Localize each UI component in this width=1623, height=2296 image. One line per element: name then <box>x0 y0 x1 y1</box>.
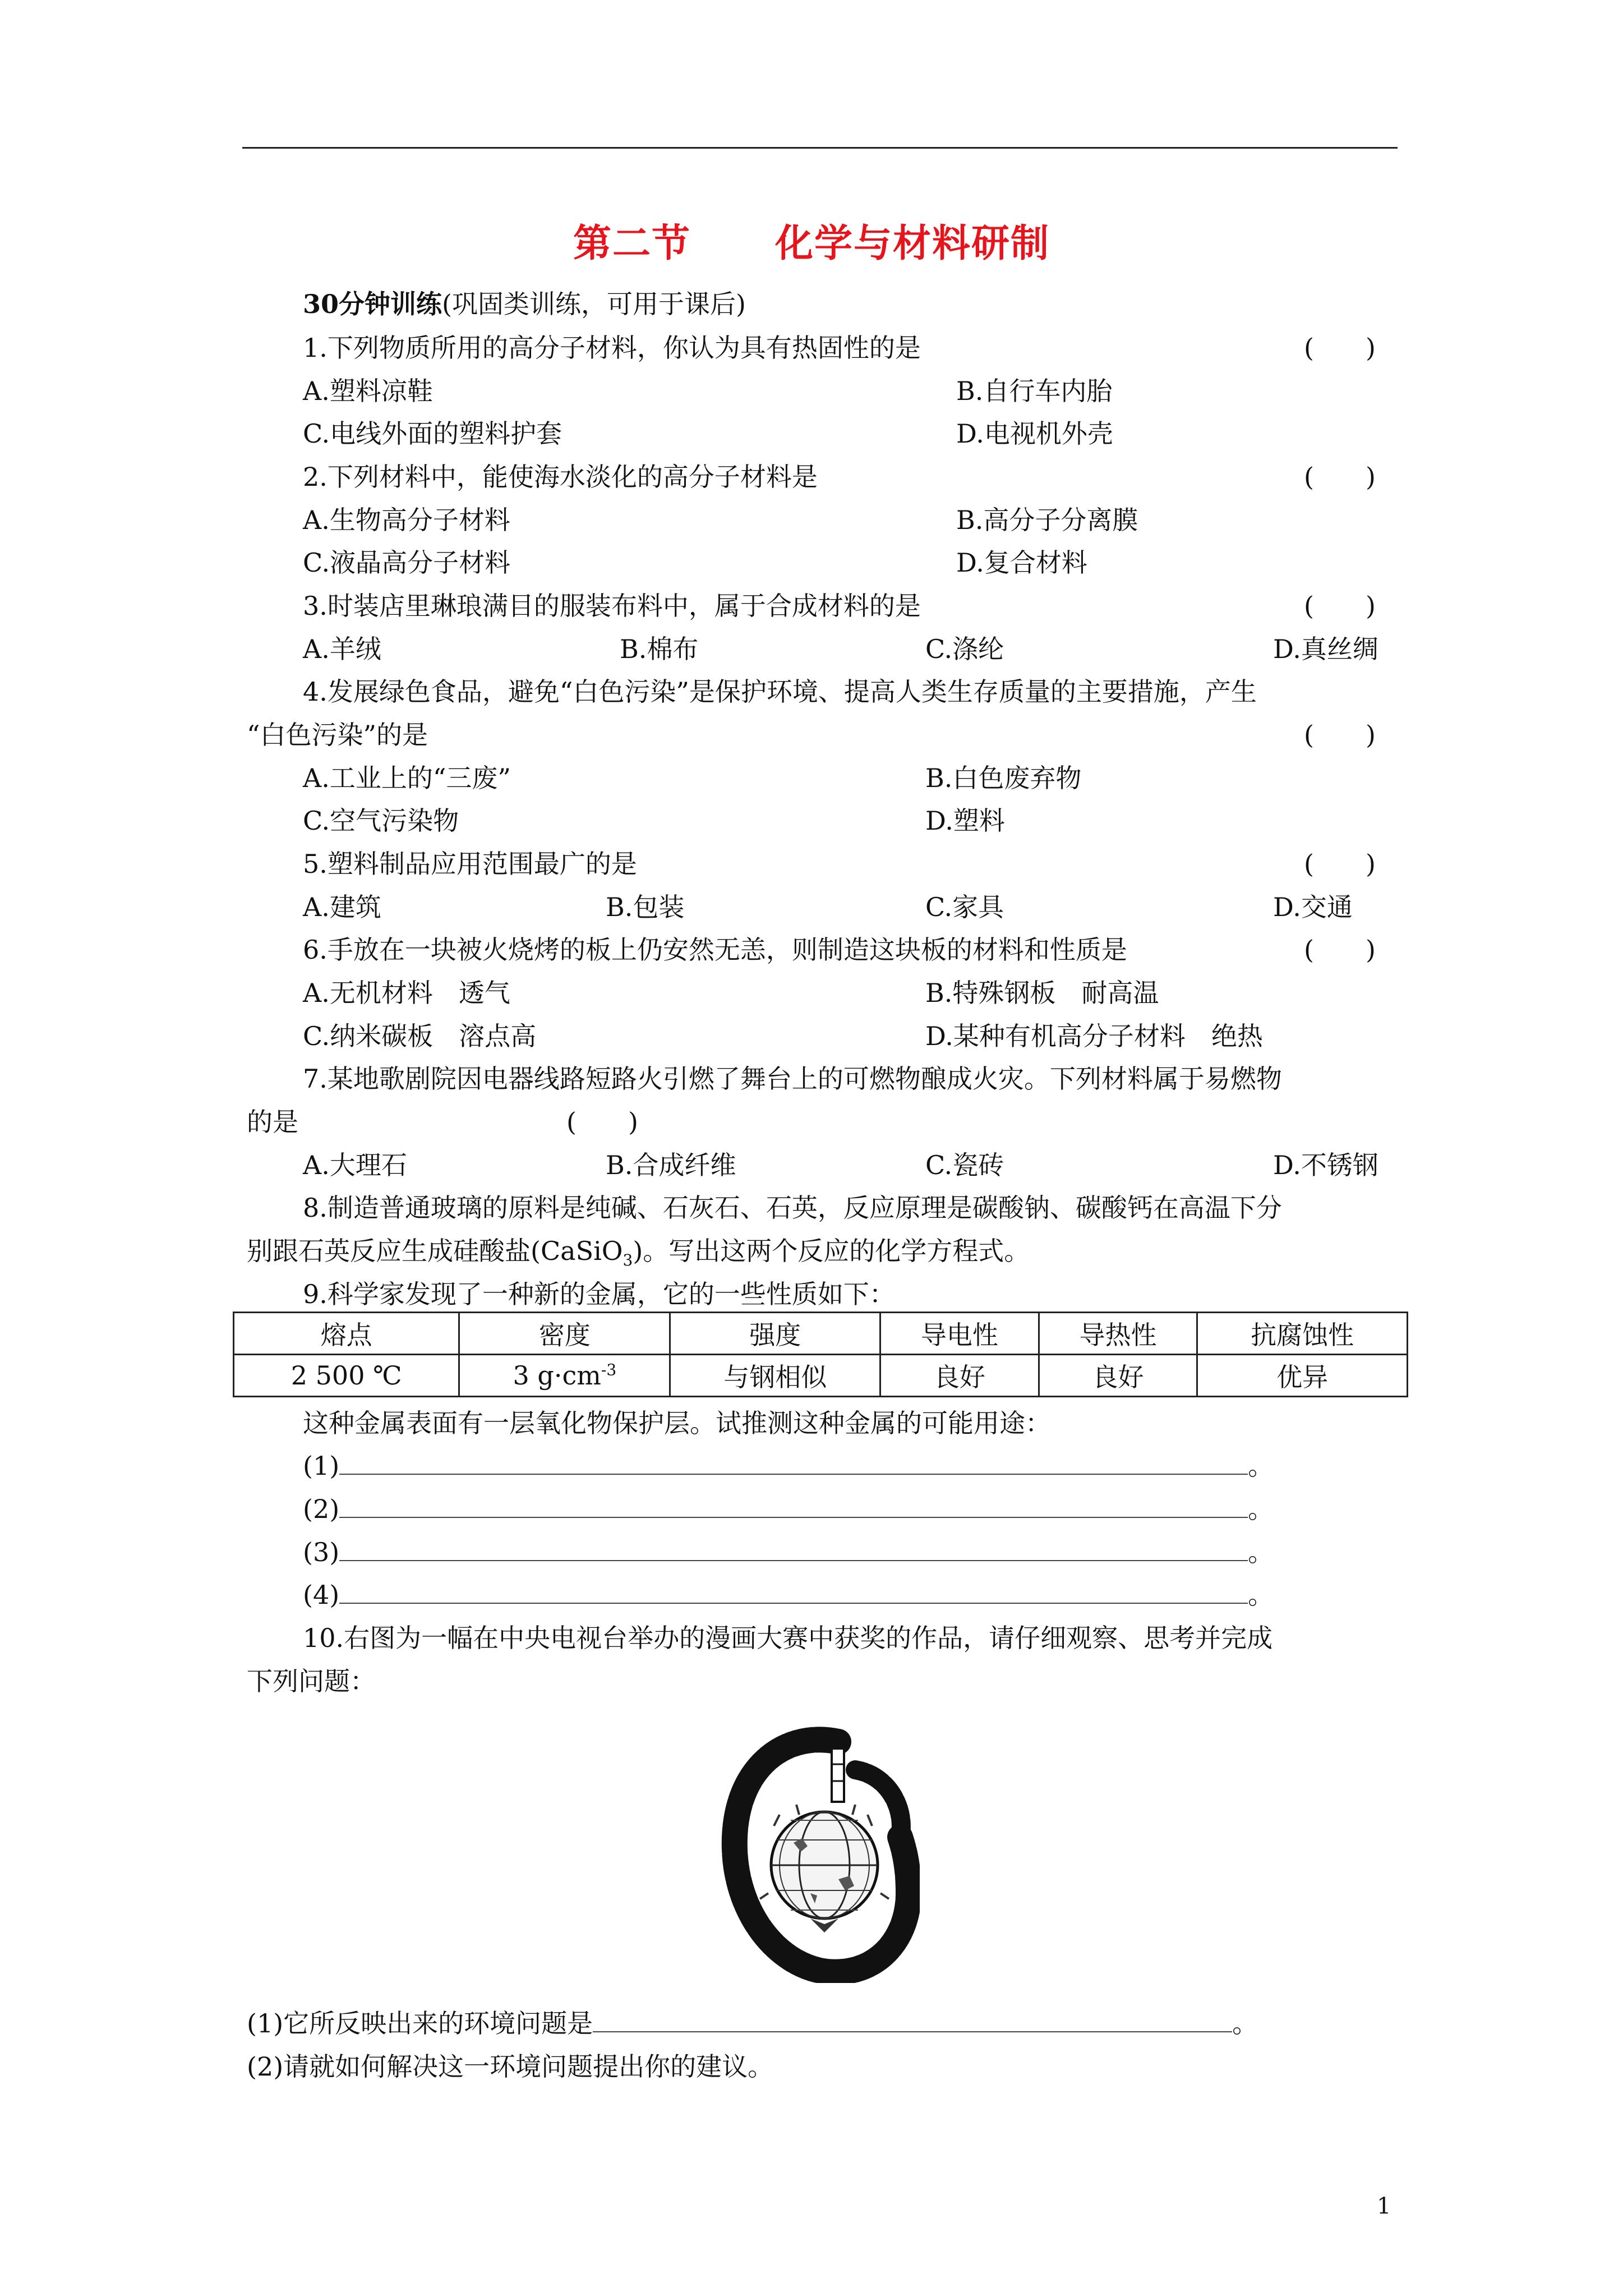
q10-sub1 <box>247 2007 1258 2040</box>
q10-line2: 下列问题： <box>247 1666 376 1696</box>
page-number: 1 <box>1377 2193 1391 2219</box>
q4-option-b: B.白色废弃物 <box>925 763 1082 793</box>
q7-option-d: D.不锈钢 <box>1273 1150 1378 1180</box>
q4-option-d: D.塑料 <box>925 806 1005 836</box>
q2-option-a: A.生物高分子材料 <box>303 505 510 535</box>
title-section-name: 化学与材料研制 <box>775 221 1050 266</box>
blank-label: (3) <box>303 1537 340 1567</box>
q9-stem: 9.科学家发现了一种新的金属，它的一些性质如下： <box>303 1279 895 1309</box>
q6-answer-paren: ( ) <box>1304 935 1376 965</box>
table-header-cell: 导热性 <box>1039 1313 1197 1355</box>
table-cell: 良好 <box>880 1355 1039 1397</box>
table-header-row <box>234 1313 1408 1355</box>
answer-blank[interactable] <box>593 2009 1232 2032</box>
q7-answer-paren: ( ) <box>566 1107 638 1137</box>
q9-blank-line <box>303 1535 1274 1569</box>
q5-answer-paren: ( ) <box>1304 849 1376 879</box>
q1-option-a: A.塑料凉鞋 <box>303 376 433 406</box>
blank-label: (2) <box>303 1494 340 1524</box>
q4-answer-paren: ( ) <box>1304 720 1376 750</box>
q4-option-c: C.空气污染物 <box>303 806 459 836</box>
table-cell <box>459 1355 670 1397</box>
period: 。 <box>1248 1580 1274 1610</box>
section-heading <box>303 287 746 321</box>
q2-answer-paren: ( ) <box>1304 462 1376 492</box>
q6-option-b: B.特殊钢板 耐高温 <box>925 978 1159 1008</box>
q3-option-c: C.涤纶 <box>925 634 1004 664</box>
q4-stem-line2: “白色污染”的是 <box>247 720 428 750</box>
q5-option-b: B.包装 <box>606 892 685 922</box>
q9-blank-line <box>303 1449 1274 1483</box>
blank-label: (4) <box>303 1580 340 1610</box>
q8-line2 <box>247 1234 1030 1277</box>
section-heading-note: (巩固类训练，可用于课后) <box>442 289 746 319</box>
answer-blank[interactable] <box>339 1451 1248 1475</box>
period: 。 <box>1248 1494 1274 1524</box>
table-cell: 优异 <box>1197 1355 1408 1397</box>
q9-followup: 这种金属表面有一层氧化物保护层。试推测这种金属的可能用途： <box>303 1408 1051 1438</box>
period: 。 <box>1248 1537 1274 1567</box>
q7-option-a: A.大理石 <box>303 1150 407 1180</box>
globe-icon <box>771 1812 878 1918</box>
table-header-cell: 抗腐蚀性 <box>1197 1313 1408 1355</box>
q1-stem: 1.下列物质所用的高分子材料，你认为具有热固性的是 <box>303 333 921 363</box>
q3-option-b: B.棉布 <box>620 634 699 664</box>
density-value: 3 g·cm <box>513 1360 601 1391</box>
q5-stem: 5.塑料制品应用范围最广的是 <box>303 849 637 879</box>
q5-option-a: A.建筑 <box>303 892 381 922</box>
q6-option-c: C.纳米碳板 溶点高 <box>303 1021 537 1051</box>
q10-sub1-text: (1)它所反映出来的环境问题是 <box>247 2008 593 2039</box>
q10-sub2: (2)请就如何解决这一环境问题提出你的建议。 <box>247 2051 774 2082</box>
q10-line1: 10.右图为一幅在中央电视台举办的漫画大赛中获奖的作品，请仔细观察、思考并完成 <box>303 1623 1273 1653</box>
q3-answer-paren: ( ) <box>1304 591 1376 621</box>
header-rule <box>242 147 1398 149</box>
q4-stem-line1: 4.发展绿色食品，避免“白色污染”是保护环境、提高人类生存质量的主要措施，产生 <box>303 677 1257 707</box>
q3-stem: 3.时装店里琳琅满目的服装布料中，属于合成材料的是 <box>303 591 921 621</box>
q1-option-b: B.自行车内胎 <box>956 376 1113 406</box>
q2-option-b: B.高分子分离膜 <box>956 505 1138 535</box>
q6-option-a: A.无机材料 透气 <box>303 978 510 1008</box>
answer-blank[interactable] <box>339 1538 1248 1561</box>
q7-option-b: B.合成纤维 <box>606 1150 736 1180</box>
period: 。 <box>1232 2008 1258 2039</box>
table-header-cell: 熔点 <box>234 1313 459 1355</box>
q5-option-d: D.交通 <box>1273 892 1353 922</box>
q7-stem-line1: 7.某地歌剧院因电器线路短路火引燃了舞台上的可燃物酿成火灾。下列材料属于易燃物 <box>303 1064 1282 1094</box>
cartoon-globe-image <box>721 1725 920 1983</box>
q1-option-c: C.电线外面的塑料护套 <box>303 418 562 449</box>
q9-blank-line <box>303 1492 1274 1526</box>
table-cell: 2 500 ℃ <box>234 1355 459 1397</box>
blank-label: (1) <box>303 1451 340 1481</box>
q2-option-c: C.液晶高分子材料 <box>303 547 511 578</box>
table-header-cell: 强度 <box>670 1313 880 1355</box>
q2-stem: 2.下列材料中，能使海水淡化的高分子材料是 <box>303 462 818 492</box>
table-cell: 与钢相似 <box>670 1355 880 1397</box>
q1-answer-paren: ( ) <box>1304 333 1376 363</box>
page-title <box>0 213 1623 268</box>
answer-blank[interactable] <box>339 1580 1248 1604</box>
q6-option-d: D.某种有机高分子材料 绝热 <box>925 1021 1263 1051</box>
q8-line2-tail: )。写出这两个反应的化学方程式。 <box>633 1236 1030 1266</box>
q5-option-c: C.家具 <box>925 892 1004 922</box>
q8-subscript: 3 <box>623 1251 633 1270</box>
section-heading-bold: 30分钟训练 <box>303 289 442 319</box>
table-header-cell: 密度 <box>459 1313 670 1355</box>
table-cell: 良好 <box>1039 1355 1197 1397</box>
table-header-cell: 导电性 <box>880 1313 1039 1355</box>
table-row <box>234 1355 1408 1397</box>
period: 。 <box>1248 1451 1274 1481</box>
q2-option-d: D.复合材料 <box>956 547 1087 578</box>
q4-option-a: A.工业上的“三废” <box>303 763 511 793</box>
chimney <box>832 1749 844 1802</box>
q3-option-a: A.羊绒 <box>303 634 381 664</box>
answer-blank[interactable] <box>339 1494 1248 1518</box>
q8-line1: 8.制造普通玻璃的原料是纯碱、石灰石、石英，反应原理是碳酸钠、碳酸钙在高温下分 <box>303 1193 1282 1223</box>
q1-option-d: D.电视机外壳 <box>956 418 1113 449</box>
metal-properties-table <box>233 1312 1408 1397</box>
q8-line2-text: 别跟石英反应生成硅酸盐(CaSiO <box>247 1236 623 1266</box>
q9-blank-line <box>303 1578 1274 1612</box>
q7-option-c: C.瓷砖 <box>925 1150 1004 1180</box>
q3-option-d: D.真丝绸 <box>1273 634 1378 664</box>
density-exponent: -3 <box>601 1360 617 1379</box>
q6-stem: 6.手放在一块被火烧烤的板上仍安然无恙，则制造这块板的材料和性质是 <box>303 935 1127 965</box>
q7-stem-line2: 的是 <box>247 1107 298 1137</box>
title-section-number: 第二节 <box>573 221 691 266</box>
